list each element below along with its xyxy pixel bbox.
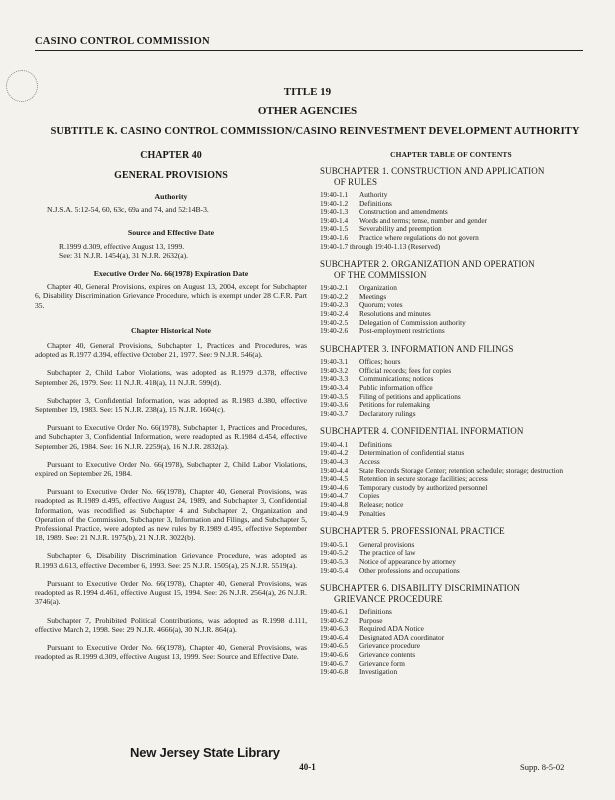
section-title: Grievance procedure <box>359 641 420 651</box>
section-title: Authority <box>359 190 388 199</box>
historical-note-paragraph: Pursuant to Executive Order No. 66(1978), Subchapter 2, Child Labor Violations, expired on September 26, 1984. <box>35 459 307 479</box>
section-title: Definitions <box>359 439 392 449</box>
subchapter-title <box>320 526 582 537</box>
title-heading: TITLE 19 <box>283 86 332 98</box>
section-title: Purpose <box>359 615 383 625</box>
section-number: 19:40-4.5 <box>320 474 349 484</box>
section-title: Petitions for rulemaking <box>359 400 430 410</box>
subchapter-title-line: SUBCHAPTER 2. ORGANIZATION AND OPERATION <box>320 259 535 270</box>
section-number: 19:40-5.4 <box>320 565 349 575</box>
section-number: 19:40-1.1 <box>320 190 349 199</box>
section-title: Grievance contents <box>359 650 416 660</box>
subchapter-title-line: SUBCHAPTER 6. DISABILITY DISCRIMINATION <box>320 583 521 594</box>
section-title: Post-employment restrictions <box>359 326 445 336</box>
section-list <box>320 608 582 677</box>
section-number: 19:40-4.6 <box>320 482 349 492</box>
subchapter-title-line: SUBCHAPTER 1. CONSTRUCTION AND APPLICATION <box>320 166 545 176</box>
section-number: 19:40-2.6 <box>320 326 349 336</box>
subchapter-title-line: SUBCHAPTER 4. CONFIDENTIAL INFORMATION <box>320 426 524 437</box>
subchapter-block <box>320 583 582 677</box>
toc-heading: CHAPTER TABLE OF CONTENTS <box>390 150 512 159</box>
section-list <box>320 284 582 336</box>
subtitle-heading: SUBTITLE K. CASINO CONTROL COMMISSION/CASINO REINVESTMENT DEVELOPMENT AUTHORITY <box>50 126 580 137</box>
subchapter-title <box>320 426 582 437</box>
section-number: 19:40-3.3 <box>320 374 349 384</box>
subchapter-block <box>320 426 582 518</box>
section-list <box>320 191 582 251</box>
historical-note-heading: Chapter Historical Note <box>131 325 211 335</box>
section-number: 19:40-4.4 <box>320 465 349 475</box>
section-number: 19:40-5.2 <box>320 548 349 558</box>
section-number: 19:40-3.1 <box>320 357 349 367</box>
subchapter-title-line: OF RULES <box>334 176 378 187</box>
section-number: 19:40-4.3 <box>320 457 349 467</box>
section-number: 19:40-1.2 <box>320 198 349 208</box>
section-number: 19:40-6.3 <box>320 624 349 634</box>
section-title: State Records Storage Center; retention schedule; storage; destruction <box>359 465 564 475</box>
source-text: R.1999 d.309, effective August 13, 1999. See: 31 N.J.R. 1454(a), 31 N.J.R. 2632(a). <box>59 241 189 260</box>
running-header: CASINO CONTROL COMMISSION <box>35 36 210 47</box>
authority-text: N.J.S.A. 5:12-54, 60, 63c, 69a and 74, and 52:14B-3. <box>47 205 209 215</box>
section-number: 19:40-4.2 <box>320 448 349 458</box>
section-row <box>320 567 582 576</box>
section-title: Required ADA Notice <box>359 624 424 634</box>
historical-note-paragraph: Subchapter 7, Prohibited Political Contributions, was adopted as R.1998 d.111, effective March 2, 1998. See: 29 N.J.R. 4666(a), 30 N.J.R. 864(a). <box>35 615 307 634</box>
supplement-date: Supp. 8-5-02 <box>520 762 565 772</box>
section-row <box>320 510 582 519</box>
subchapter-title-line: GRIEVANCE PROCEDURE <box>334 593 443 604</box>
page-number: 40-1 <box>299 762 316 772</box>
section-number: 19:40-6.2 <box>320 615 349 625</box>
section-title: Resolutions and minutes <box>359 308 431 318</box>
section-row <box>320 327 582 336</box>
section-title: Determination of confidential status <box>359 448 465 458</box>
section-number: 19:40-6.8 <box>320 667 349 677</box>
chapter-name: GENERAL PROVISIONS <box>114 170 228 181</box>
section-number: 19:40-4.9 <box>320 508 349 518</box>
section-title: Official records; fees for copies <box>359 365 452 375</box>
historical-note-paragraph: Subchapter 3, Confidential Information, was adopted as R.1983 d.380, effective September 19, 1983. See: 15 N.J.R. 238(a), 15 N.J.R. 1604(c). <box>35 395 307 415</box>
section-number: 19:40-2.5 <box>320 317 349 327</box>
subchapter-block <box>320 259 582 336</box>
subchapter-title <box>320 583 582 604</box>
subchapter-block <box>320 344 582 419</box>
chapter-heading: CHAPTER 40 <box>140 150 202 161</box>
section-number: 19:40-6.6 <box>320 650 349 660</box>
section-title: Words and terms; tense, number and gender <box>359 215 488 225</box>
section-title: Notice of appearance by attorney <box>359 556 456 566</box>
subchapter-title <box>320 344 582 355</box>
section-number: 19:40-3.4 <box>320 383 349 392</box>
subchapter-title-line: SUBCHAPTER 3. INFORMATION AND FILINGS <box>320 343 514 354</box>
exec-order-text: Chapter 40, General Provisions, expires on August 13, 2004, except for Subchapter 6, Disability Discrimination Grievance Procedure, which is exempt under 28 C.F.R. Part 35. <box>35 282 307 310</box>
section-title: Access <box>359 457 380 467</box>
section-list <box>320 541 582 575</box>
section-number: 19:40-2.1 <box>320 283 349 293</box>
section-title: Communications; notices <box>359 374 434 384</box>
section-title: The practice of law <box>359 548 416 558</box>
left-column <box>35 192 307 670</box>
subchapter-title <box>320 166 582 187</box>
section-title: Retention in secure storage facilities; access <box>359 474 488 484</box>
subchapter-block <box>320 526 582 575</box>
section-number: 19:40-1.3 <box>320 207 349 217</box>
section-number: 19:40-5.3 <box>320 556 349 566</box>
historical-note-paragraph: Chapter 40, General Provisions, Subchapter 1, Practices and Procedures, was adopted as R.1977 d.394, effective October 21, 1977. See: 9 N.J.R. 546(a). <box>35 341 307 360</box>
section-title: Grievance form <box>359 658 405 668</box>
section-number: 19:40-3.6 <box>320 400 349 410</box>
section-number: 19:40-4.7 <box>320 491 349 501</box>
section-title: Investigation <box>359 667 398 677</box>
section-number: 19:40-6.7 <box>320 658 349 668</box>
historical-note-paragraph: Pursuant to Executive Order No. 66(1978), Chapter 40, General Provisions, was readopted as R.1989 d.495, effective August 24, 1989, and Subchapter 3, Confidential Information, was recodified as Subchapter 4 and Subchapter 2, Organization and Operation of the Commission, Subchapter 3, Information and Filings, and Subchapter 5, Professional Practice, were adopted as new rules by R.1989 d.495, effective September 18, 1989. See: 21 N.J.R. 1975(b), 21 N.J.R. 3022(b). <box>35 487 307 543</box>
section-number: 19:40-3.5 <box>320 391 349 401</box>
section-title: Quorum; votes <box>359 300 403 310</box>
section-title: Construction and amendments <box>359 207 448 217</box>
exec-order-heading: Executive Order No. 66(1978) Expiration Date <box>93 269 249 279</box>
section-title: Declaratory rulings <box>359 408 416 418</box>
source-heading: Source and Effective Date <box>127 228 215 238</box>
section-number: 19:40-2.4 <box>320 308 349 318</box>
authority-heading: Authority <box>154 192 188 201</box>
section-title: Public information office <box>359 383 433 392</box>
section-title: Offices; hours <box>359 357 401 367</box>
section-title: Release; notice <box>359 500 404 510</box>
section-number: 19:40-4.8 <box>320 500 349 510</box>
section-list <box>320 441 582 518</box>
table-of-contents <box>320 166 582 677</box>
section-number: 19:40-1.5 <box>320 224 349 234</box>
section-title: 19:40-1.7 through 19:40-1.13 (Reserved) <box>320 241 441 251</box>
section-title: Meetings <box>359 291 387 301</box>
section-row <box>320 668 582 677</box>
section-number: 19:40-1.4 <box>320 215 349 225</box>
section-number: 19:40-6.5 <box>320 641 349 651</box>
section-title: Designated ADA coordinator <box>359 632 445 642</box>
section-number: 19:40-6.4 <box>320 632 349 642</box>
section-list <box>320 358 582 418</box>
section-title: General provisions <box>359 539 415 549</box>
section-number: 19:40-5.1 <box>320 539 349 549</box>
section-title: Other professions and occupations <box>359 565 460 575</box>
section-number: 19:40-2.2 <box>320 291 349 301</box>
subchapter-title-line: OF THE COMMISSION <box>334 269 427 280</box>
section-number: 19:40-1.6 <box>320 232 349 242</box>
section-title: Organization <box>359 283 397 293</box>
section-number: 19:40-3.7 <box>320 408 349 418</box>
section-number: 19:40-6.1 <box>320 607 349 617</box>
library-stamp: New Jersey State Library <box>130 745 280 760</box>
subchapter-title <box>320 259 582 280</box>
section-title: Copies <box>359 491 380 501</box>
agency-heading: OTHER AGENCIES <box>257 105 358 117</box>
section-number: 19:40-4.1 <box>320 439 349 449</box>
section-title: Definitions <box>359 198 392 208</box>
header-rule <box>35 50 583 51</box>
historical-note-list <box>35 341 307 661</box>
section-title: Delegation of Commission authority <box>359 317 466 327</box>
section-title: Definitions <box>359 607 392 617</box>
historical-note-paragraph: Pursuant to Executive Order No. 66(1978), Chapter 40, General Provisions, was readopted as R.1999 d.309, effective August 13, 1999. See: Source and Effective Date. <box>35 642 307 662</box>
historical-note-paragraph: Pursuant to Executive Order No. 66(1978), Subchapter 1, Practices and Procedures, and Subchapter 3, Confidential Information, were readopted as R.1984 d.454, effective September 26, 1984. See: 16 N.J.R. 2259(a), 16 N.J.R. 2832(a). <box>35 423 307 451</box>
section-row <box>320 410 582 419</box>
section-title: Severability and preemption <box>359 224 442 234</box>
section-title: Practice where regulations do not govern <box>359 232 479 242</box>
section-title: Penalties <box>359 508 386 518</box>
section-title: Temporary custody by authorized personnel <box>359 482 488 492</box>
section-row <box>320 243 582 252</box>
subchapter-title-line: SUBCHAPTER 5. PROFESSIONAL PRACTICE <box>320 526 505 537</box>
historical-note-paragraph: Subchapter 6, Disability Discrimination Grievance Procedure, was adopted as R.1993 d.613, effective December 6, 1993. See: 25 N.J.R. 1505(a), 25 N.J.R. 5519(a). <box>35 551 307 570</box>
historical-note-paragraph: Pursuant to Executive Order No. 66(1978), Chapter 40, General Provisions, was readopted as R.1994 d.461, effective August 15, 1994. See: 26 N.J.R. 2564(a), 26 N.J.R. 3746(a). <box>35 578 307 607</box>
section-number: 19:40-3.2 <box>320 365 349 375</box>
section-title: Filing of petitions and applications <box>359 391 461 401</box>
subchapter-block <box>320 166 582 251</box>
section-number: 19:40-2.3 <box>320 300 349 310</box>
historical-note-paragraph: Subchapter 2, Child Labor Violations, was adopted as R.1979 d.378, effective September 26, 1979. See: 11 N.J.R. 418(a), 11 N.J.R. 599(d). <box>35 368 307 387</box>
